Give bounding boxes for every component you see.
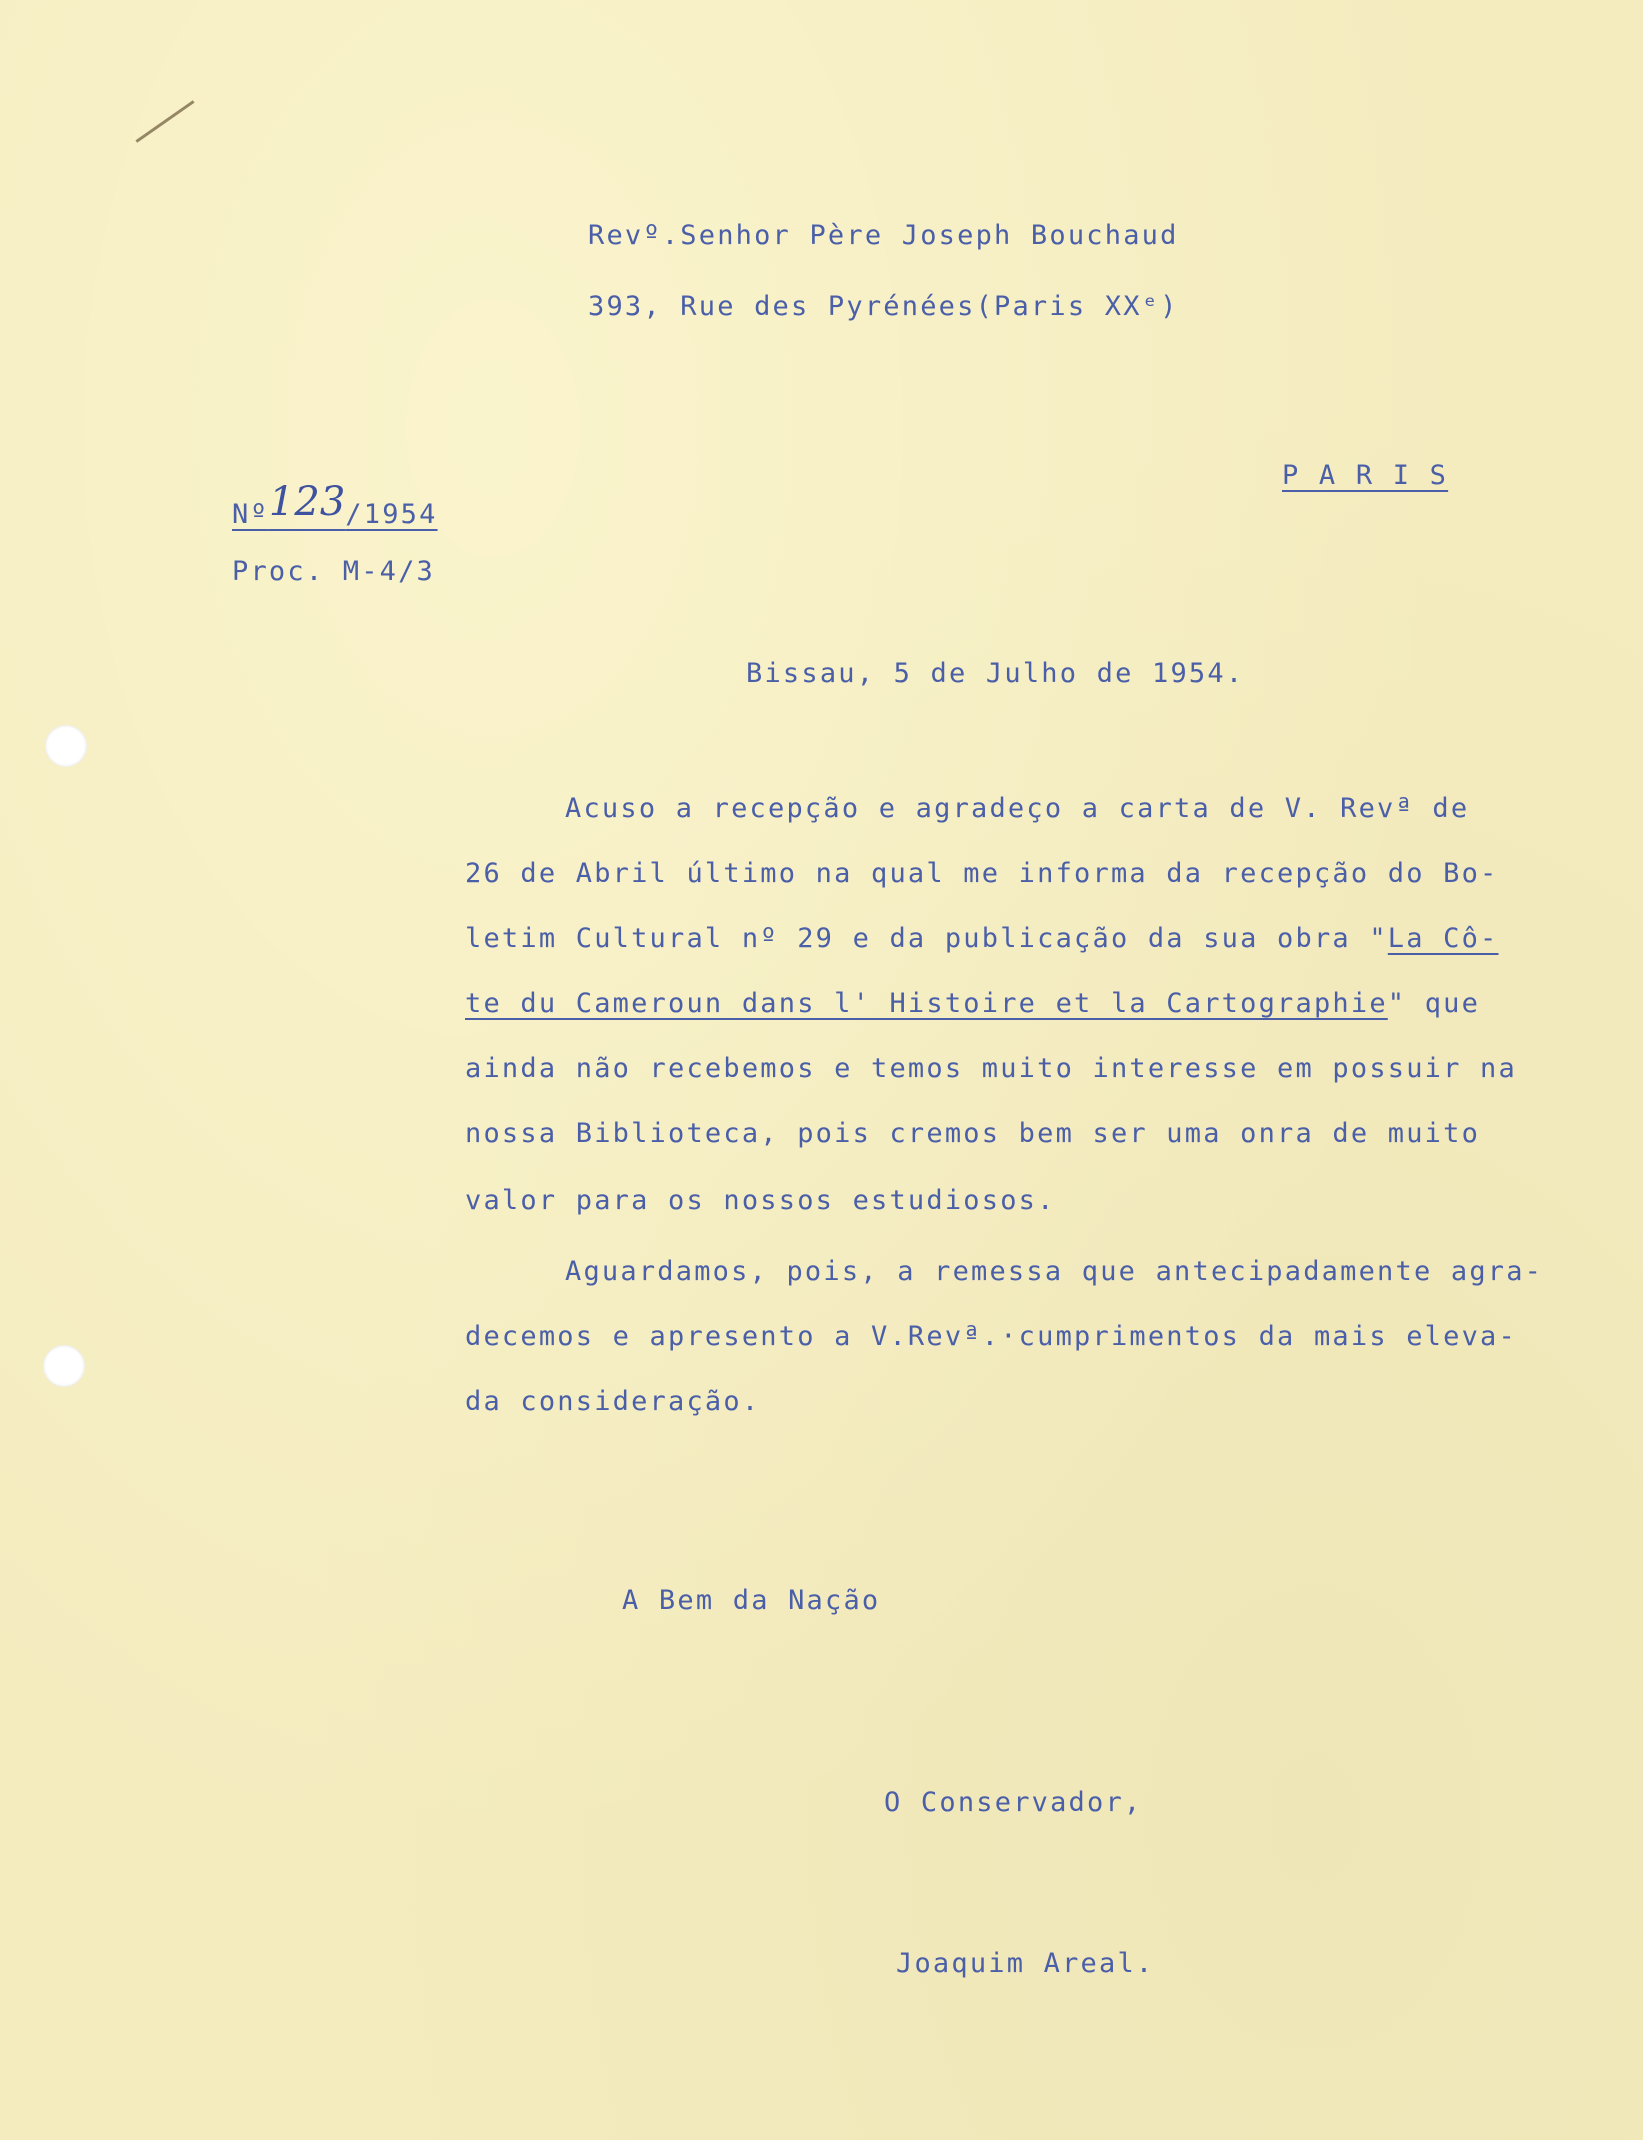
body-line-9: decemos e apresento a V.Revª.·cumprimentos da mais eleva-: [465, 1321, 1517, 1352]
destination-city: P A R I S: [1282, 460, 1449, 491]
punch-hole-bottom: [43, 1345, 85, 1387]
ink-mark: [135, 100, 194, 143]
punch-hole-top: [45, 725, 87, 767]
body-line-5: ainda não recebemos e temos muito interesse em possuir na: [465, 1053, 1517, 1084]
body-line-4-rest: " que: [1387, 988, 1481, 1019]
body-line-3: [465, 925, 1499, 952]
process-reference: Proc. M-4/3: [232, 556, 436, 587]
book-title-part-2: te du Cameroun dans l' Histoire et la Cartographie: [465, 988, 1388, 1019]
body-line-3-text: letim Cultural nº 29 e da publicação da sua obra ": [465, 923, 1388, 954]
body-line-2: 26 de Abril último na qual me informa da recepção do Bo-: [465, 858, 1499, 889]
reference-number: [232, 479, 438, 530]
body-line-6: nossa Biblioteca, pois cremos bem ser uma onra de muito: [465, 1118, 1481, 1149]
signer-name: Joaquim Areal.: [896, 1948, 1155, 1979]
body-line-7: valor para os nossos estudiosos.: [465, 1185, 1056, 1216]
reference-prefix: Nº: [232, 499, 269, 530]
recipient-address: 393, Rue des Pyrénées(Paris XXᵉ): [588, 291, 1179, 322]
recipient-name: Revº.Senhor Père Joseph Bouchaud: [588, 220, 1179, 251]
letter-date: Bissau, 5 de Julho de 1954.: [746, 658, 1245, 689]
signer-title: O Conservador,: [884, 1787, 1143, 1818]
body-line-8: Aguardamos, pois, a remessa que antecipadamente agra-: [565, 1256, 1544, 1287]
body-line-10: da consideração.: [465, 1386, 761, 1417]
book-title-part-1: La Cô-: [1387, 923, 1499, 954]
body-line-4: [465, 990, 1480, 1017]
reference-year: /1954: [345, 499, 438, 530]
handwritten-number: 123: [268, 479, 346, 525]
body-line-1: Acuso a recepção e agradeço a carta de V. Revª de: [565, 793, 1470, 824]
closing-salutation: A Bem da Nação: [622, 1585, 881, 1616]
